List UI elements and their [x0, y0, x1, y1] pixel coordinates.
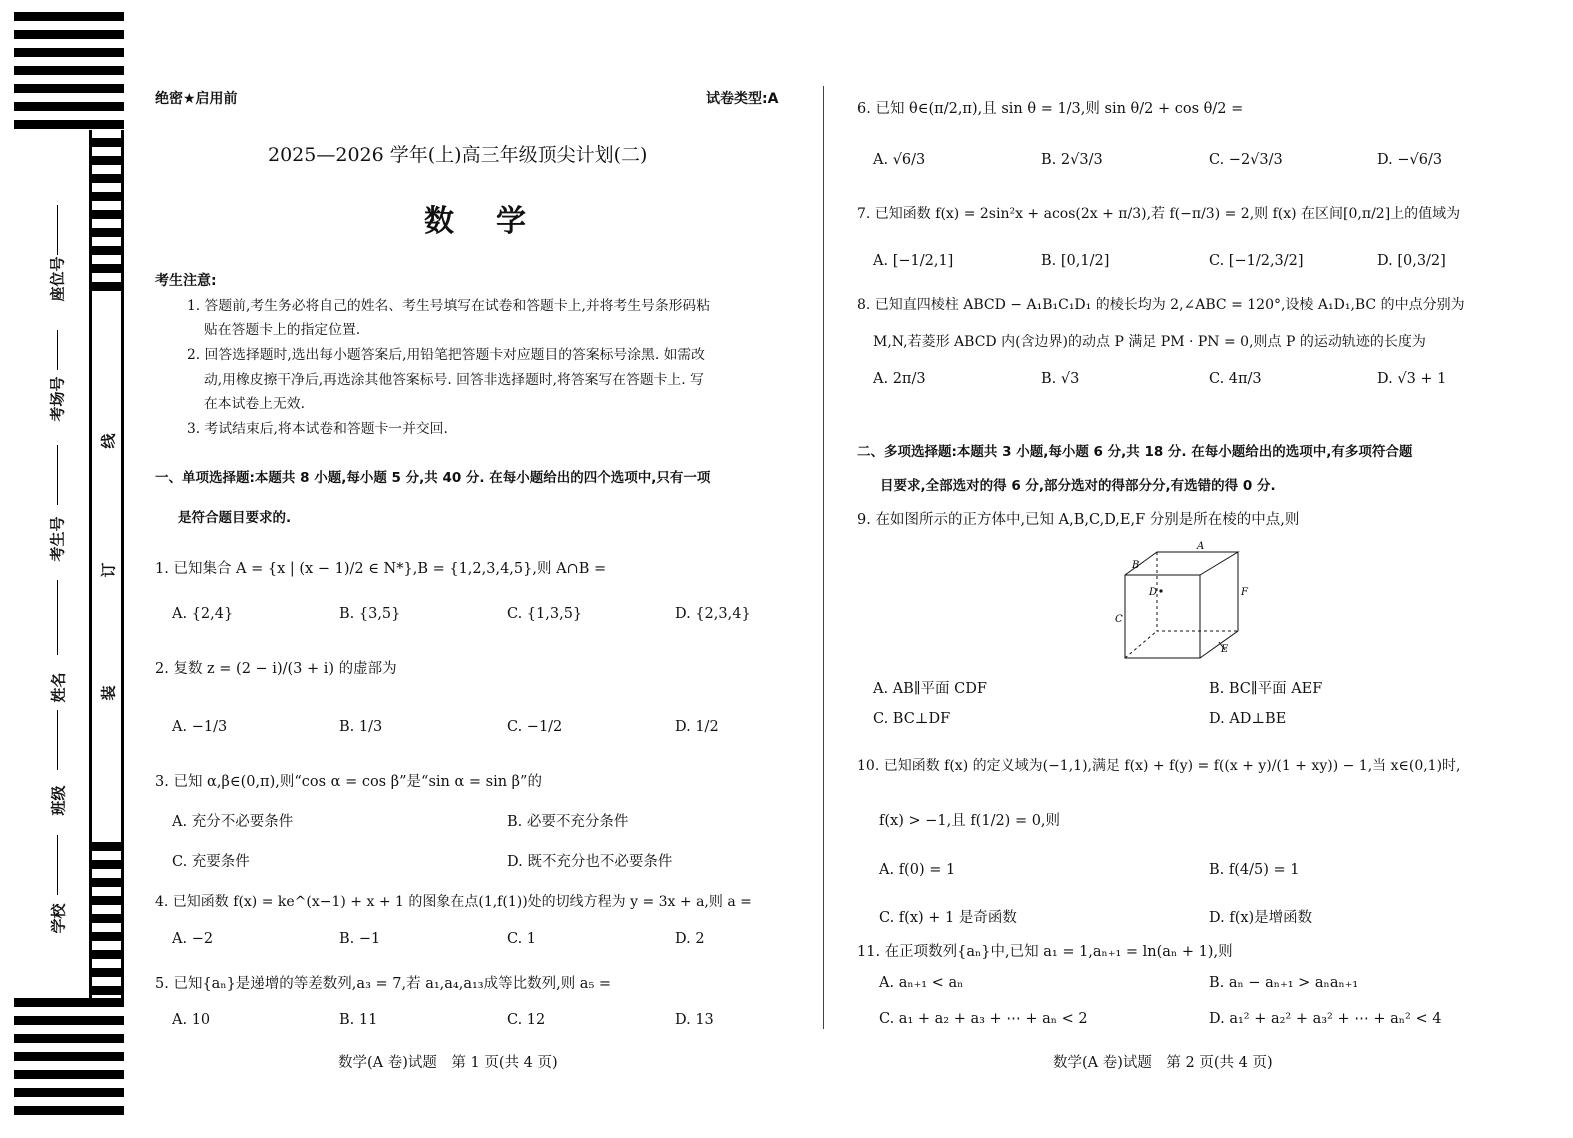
notice-item: 1. 答题前,考生务必将自己的姓名、考生号填写在试卷和答题卡上,并将考生号条形码粘 — [187, 298, 711, 314]
stripe — [14, 1106, 124, 1115]
question-stem-cont: f(x) > −1,且 f(1/2) = 0,则 — [879, 813, 1061, 829]
option-c: C. {1,3,5} — [507, 606, 583, 622]
notice-item: 3. 考试结束后,将本试卷和答题卡一并交回. — [187, 421, 448, 437]
option-b: B. BC∥平面 AEF — [1209, 681, 1323, 697]
option-c: C. 充要条件 — [172, 854, 250, 870]
option-b: B. 必要不充分条件 — [507, 814, 629, 830]
cube-hidden-edge — [1125, 631, 1157, 658]
stripe — [90, 986, 124, 995]
fill-line — [57, 445, 58, 505]
point-d — [1159, 589, 1162, 592]
option-c: C. −1/2 — [507, 719, 563, 735]
question-stem: 1. 已知集合 A = {x | (x − 1)/2 ∈ N*},B = {1,2,3,4,5},则 A∩B = — [155, 561, 607, 577]
stripe — [90, 246, 124, 255]
footer-page-2: 数学(A 卷)试题 第 2 页(共 4 页) — [1053, 1055, 1273, 1071]
stripe — [14, 998, 124, 1007]
subject-title: 数 学 — [424, 204, 532, 239]
exam-title: 2025—2026 学年(上)高三年级顶尖计划(二) — [268, 144, 648, 166]
cube-front-face — [1125, 575, 1200, 658]
option-b: B. √3 — [1041, 371, 1080, 387]
option-d: D. f(x)是增函数 — [1209, 910, 1313, 926]
section-heading-multi: 二、多项选择题:本题共 3 小题,每小题 6 分,共 18 分. 在每小题给出的选项中,有多项符合题 — [857, 444, 1413, 460]
option-b: B. {3,5} — [339, 606, 401, 622]
stripe — [14, 1052, 124, 1061]
option-c: C. f(x) + 1 是奇函数 — [879, 910, 1017, 926]
stripe — [90, 138, 124, 147]
option-a: A. f(0) = 1 — [879, 862, 956, 878]
stripe — [90, 932, 124, 941]
question-stem: 11. 在正项数列{aₙ}中,已知 a₁ = 1,aₙ₊₁ = ln(aₙ + 1),则 — [857, 944, 1233, 960]
question-stem: 2. 复数 z = (2 − i)/(3 + i) 的虚部为 — [155, 661, 397, 677]
question-stem: 4. 已知函数 f(x) = ke^(x−1) + x + 1 的图象在点(1,f(1))处的切线方程为 y = 3x + a,则 a = — [155, 894, 752, 910]
option-a: A. AB∥平面 CDF — [873, 681, 987, 697]
option-c: C. a₁ + a₂ + a₃ + ⋯ + aₙ < 2 — [879, 1011, 1088, 1027]
stripe — [14, 84, 124, 93]
stripe — [90, 264, 124, 273]
option-a: A. −2 — [172, 931, 214, 947]
stripe — [90, 896, 124, 905]
stripe — [90, 914, 124, 923]
option-a: A. 10 — [172, 1012, 211, 1028]
option-b: B. −1 — [339, 931, 381, 947]
cube-figure — [1105, 538, 1255, 663]
notice-item: 2. 回答选择题时,选出每小题答案后,用铅笔把答题卡对应题目的答案标号涂黑. 如需改 — [187, 347, 705, 363]
stripe — [14, 30, 124, 39]
stripe — [14, 1034, 124, 1043]
stripe — [90, 156, 124, 165]
option-b: B. aₙ − aₙ₊₁ > aₙaₙ₊₁ — [1209, 975, 1359, 991]
cube-hidden-edges — [1157, 552, 1238, 631]
option-d: D. 2 — [675, 931, 705, 947]
stripe — [14, 1088, 124, 1097]
page-divider — [823, 86, 824, 1029]
cube-top-edges — [1125, 552, 1238, 575]
option-d: D. −√6/3 — [1377, 152, 1443, 168]
question-stem: 3. 已知 α,β∈(0,π),则“cos α = cos β”是“sin α = sin β”的 — [155, 774, 542, 790]
field-label-examinee: 考生号 — [48, 516, 67, 562]
option-d: D. √3 + 1 — [1377, 371, 1447, 387]
notice-item: 贴在答题卡上的指定位置. — [204, 322, 361, 338]
stripe — [14, 12, 124, 21]
field-label-seat: 座位号 — [48, 256, 67, 302]
question-stem: 8. 已知直四棱柱 ABCD − A₁B₁C₁D₁ 的棱长均为 2,∠ABC = 120°,设棱 A₁D₁,BC 的中点分别为 — [857, 297, 1465, 313]
option-b: B. f(4/5) = 1 — [1209, 862, 1300, 878]
field-label-class: 班级 — [49, 785, 68, 816]
option-c: C. BC⊥DF — [873, 711, 951, 727]
notice-item: 在本试卷上无效. — [204, 396, 305, 412]
fill-line — [57, 330, 58, 370]
stripe — [90, 282, 124, 291]
footer-page-1: 数学(A 卷)试题 第 1 页(共 4 页) — [338, 1055, 558, 1071]
option-c: C. 1 — [507, 931, 537, 947]
field-label-name: 姓名 — [49, 672, 68, 703]
question-stem: 7. 已知函数 f(x) = 2sin²x + acos(2x + π/3),若 f(−π/3) = 2,则 f(x) 在区间[0,π/2]上的值域为 — [857, 206, 1461, 222]
label-f: F — [1241, 587, 1248, 598]
section-heading-multi-cont: 目要求,全部选对的得 6 分,部分选对的得部分分,有选错的得 0 分. — [880, 478, 1276, 494]
stripe — [14, 1070, 124, 1079]
paper-type: 试卷类型:A — [706, 91, 779, 107]
confidential-mark: 绝密★启用前 — [155, 91, 238, 107]
option-c: C. 12 — [507, 1012, 546, 1028]
option-d: D. a₁² + a₂² + a₃² + ⋯ + aₙ² < 4 — [1209, 1011, 1442, 1027]
stripe — [90, 950, 124, 959]
question-stem: 10. 已知函数 f(x) 的定义域为(−1,1),满足 f(x) + f(y) = f((x + y)/(1 + xy)) − 1,当 x∈(0,1)时, — [857, 758, 1461, 774]
field-label-school: 学校 — [49, 903, 68, 934]
question-stem: 5. 已知{aₙ}是递增的等差数列,a₃ = 7,若 a₁,a₄,a₁₃成等比数列,则 a₅ = — [155, 976, 612, 992]
stripe — [14, 120, 124, 129]
option-d: D. AD⊥BE — [1209, 711, 1287, 727]
stripe — [90, 842, 124, 851]
option-a: A. 充分不必要条件 — [172, 814, 294, 830]
option-d: D. 既不充分也不必要条件 — [507, 854, 673, 870]
option-d: D. 1/2 — [675, 719, 719, 735]
option-d: D. 13 — [675, 1012, 714, 1028]
stripe — [90, 228, 124, 237]
option-a: A. aₙ₊₁ < aₙ — [879, 975, 964, 991]
label-d: D — [1149, 587, 1158, 598]
option-d: D. {2,3,4} — [675, 606, 751, 622]
stripe — [14, 102, 124, 111]
option-a: A. {2,4} — [172, 606, 234, 622]
fill-line — [57, 835, 58, 895]
option-a: A. [−1/2,1] — [873, 253, 954, 269]
fill-line — [57, 710, 58, 770]
stripe — [14, 66, 124, 75]
option-c: C. [−1/2,3/2] — [1209, 253, 1304, 269]
binding-char-bind: 装 — [99, 685, 118, 701]
field-label-room: 考场号 — [48, 376, 67, 422]
binding-char-line: 线 — [99, 433, 118, 449]
stripe — [90, 968, 124, 977]
section-heading-single-cont: 是符合题目要求的. — [178, 510, 292, 526]
option-b: B. 2√3/3 — [1041, 152, 1103, 168]
label-b: B — [1132, 560, 1140, 571]
option-a: A. √6/3 — [873, 152, 926, 168]
fill-line — [57, 205, 58, 255]
option-b: B. [0,1/2] — [1041, 253, 1110, 269]
stripe — [90, 878, 124, 887]
section-heading-single: 一、单项选择题:本题共 8 小题,每小题 5 分,共 40 分. 在每小题给出的四个选项中,只有一项 — [155, 470, 711, 486]
option-c: C. −2√3/3 — [1209, 152, 1283, 168]
stripe — [90, 174, 124, 183]
stripe — [90, 210, 124, 219]
option-b: B. 11 — [339, 1012, 378, 1028]
option-b: B. 1/3 — [339, 719, 383, 735]
stripe — [14, 1016, 124, 1025]
option-c: C. 4π/3 — [1209, 371, 1262, 387]
option-a: A. −1/3 — [172, 719, 228, 735]
option-a: A. 2π/3 — [873, 371, 926, 387]
notice-heading: 考生注意: — [155, 273, 217, 289]
label-c: C — [1115, 614, 1123, 625]
label-e: E — [1221, 644, 1229, 655]
label-a: A — [1197, 541, 1205, 552]
fill-line — [57, 580, 58, 655]
stripe — [14, 48, 124, 57]
question-stem: 9. 在如图所示的正方体中,已知 A,B,C,D,E,F 分别是所在棱的中点,则 — [857, 512, 1300, 528]
stripe — [90, 192, 124, 201]
binding-char-staple: 订 — [99, 562, 118, 578]
stripe — [90, 860, 124, 869]
notice-item: 动,用橡皮擦干净后,再选涂其他答案标号. 回答非选择题时,将答案写在答题卡上. 写 — [204, 372, 704, 388]
question-stem: 6. 已知 θ∈(π/2,π),且 sin θ = 1/3,则 sin θ/2 + cos θ/2 = — [857, 101, 1244, 117]
option-d: D. [0,3/2] — [1377, 253, 1446, 269]
question-stem-cont: M,N,若菱形 ABCD 内(含边界)的动点 P 满足 PM · PN = 0,则点 P 的运动轨迹的长度为 — [873, 334, 1426, 350]
